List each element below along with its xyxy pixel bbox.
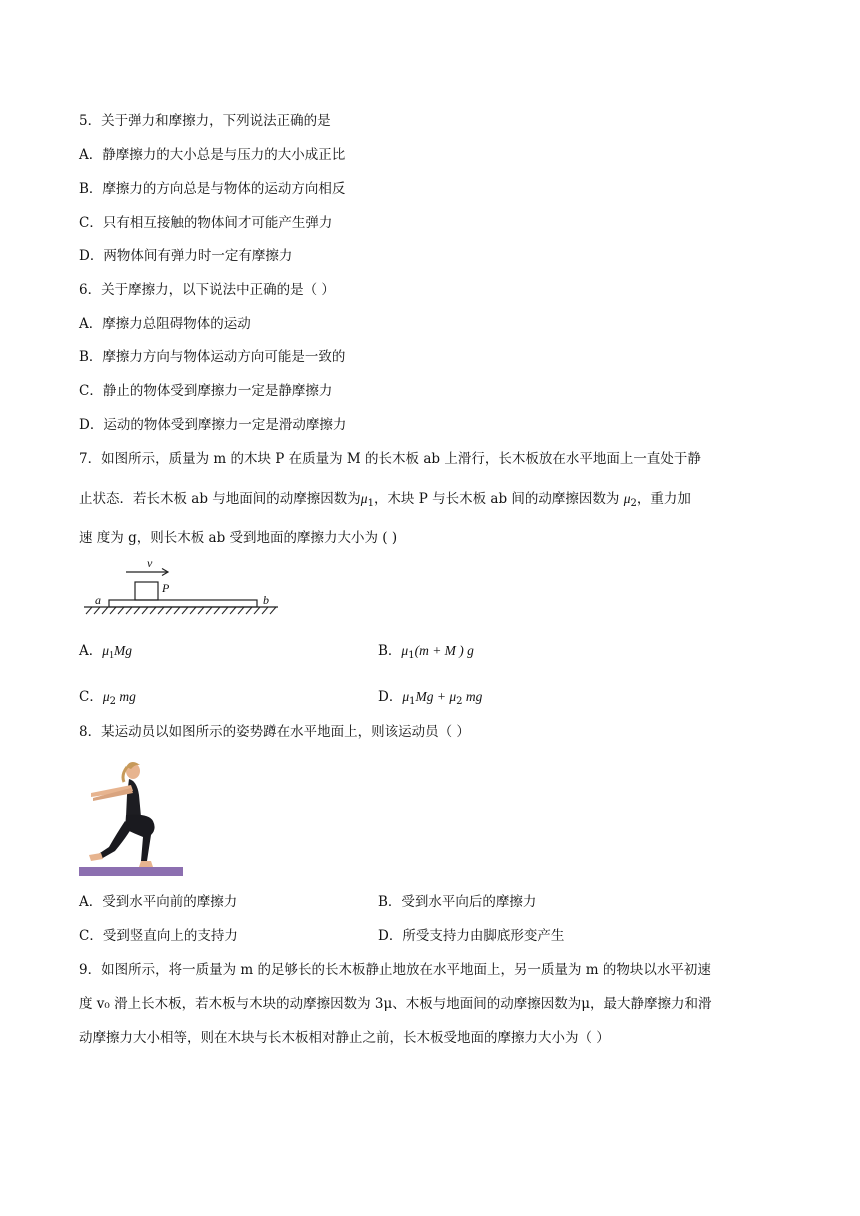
block-p <box>135 582 158 600</box>
yoga-mat <box>79 867 183 876</box>
q9-stem-line1: 9．如图所示，将一质量为 m 的足够长的长木板静止地放在水平地面上，另一质量为 m 的物块以水平初速 <box>79 962 711 978</box>
q7-stem-line3: 速 度为 g，则长木板 ab 受到地面的摩擦力大小为 ( ) <box>79 530 398 546</box>
q5-option-d: D．两物体间有弹力时一定有摩擦力 <box>79 248 293 264</box>
mu-symbol: μ <box>623 491 631 506</box>
q6-option-d: D．运动的物体受到摩擦力一定是滑动摩擦力 <box>79 417 347 433</box>
q8-stem: 8．某运动员以如图所示的姿势蹲在水平地面上，则该运动员（ ） <box>79 724 470 740</box>
label-a: a <box>95 593 101 607</box>
q9-stem-line2: 度 v₀ 滑上长木板，若木板与木块的动摩擦因数为 3μ、木板与地面间的动摩擦因数为μ，最大静摩擦力和滑 <box>79 996 712 1012</box>
subscript-1: 1 <box>367 498 374 509</box>
q5-option-b: B．摩擦力的方向总是与物体的运动方向相反 <box>79 181 346 197</box>
label-p: P <box>162 581 170 595</box>
mu-symbol: μ <box>102 689 110 704</box>
q8-option-a: A．受到水平向前的摩擦力 <box>79 894 238 910</box>
q6-option-b: B．摩擦力方向与物体运动方向可能是一致的 <box>79 349 346 365</box>
subscript-2: 2 <box>456 696 463 707</box>
q6-option-c: C．静止的物体受到摩擦力一定是静摩擦力 <box>79 383 333 399</box>
subscript-1: 1 <box>408 650 415 661</box>
q8-option-d: D．所受支持力由脚底形变产生 <box>378 928 565 944</box>
mu-symbol: μ <box>449 689 457 704</box>
subscript-2: 2 <box>630 498 637 509</box>
q5-stem: 5．关于弹力和摩擦力，下列说法正确的是 <box>79 113 331 129</box>
q7-option-c: C．$\mu_2$ mg <box>79 689 136 707</box>
q9-stem-line3: 动摩擦力大小相等，则在木块与长木板相对静止之前，长木板受地面的摩擦力大小为（ ） <box>79 1030 610 1046</box>
q6-stem: 6．关于摩擦力，以下说法中正确的是（ ） <box>79 282 335 298</box>
q7-line2-part-b: ，木块 P 与长木板 ab 间的动摩擦因数为 <box>373 491 620 507</box>
q7-line2-part-c: ，重力加 <box>636 491 691 507</box>
q7-option-b: B．$\mu_1(m + M$ ) g <box>378 643 474 661</box>
mu-symbol: μ <box>402 689 410 704</box>
mu-symbol: μ <box>360 491 368 506</box>
subscript-1: 1 <box>109 650 115 661</box>
q5-option-a: A．静摩擦力的大小总是与压力的大小成正比 <box>79 147 346 163</box>
q7-stem-line2 <box>79 489 691 514</box>
q7-stem-line1: 7．如图所示，质量为 m 的木块 P 在质量为 M 的长木板 ab 上滑行，长木板放在水平地面上一直处于静 <box>79 451 701 467</box>
q7-figure <box>82 556 292 616</box>
q7-option-d: D．$\mu_1Mg + \mu_2$ mg <box>378 689 483 707</box>
label-b: b <box>263 593 269 607</box>
q5-option-c: C．只有相互接触的物体间才可能产生弹力 <box>79 215 333 231</box>
q7-line2-part-a: 止状态．若长木板 ab 与地面间的动摩擦因数为 <box>79 491 361 507</box>
q8-option-b: B．受到水平向后的摩擦力 <box>378 894 537 910</box>
long-board-ab <box>109 600 257 607</box>
mu-symbol: μ <box>102 643 110 658</box>
subscript-1: 1 <box>409 696 416 707</box>
q6-option-a: A．摩擦力总阻碍物体的运动 <box>79 316 251 332</box>
label-v: v <box>147 556 153 570</box>
q8-option-c: C．受到竖直向上的支持力 <box>79 928 238 944</box>
q8-athlete-photo <box>79 755 183 877</box>
ground-hatching <box>86 607 276 614</box>
mu-symbol: μ <box>401 643 409 658</box>
subscript-2: 2 <box>109 696 116 707</box>
q7-option-a: A．$\mu_1Mg$ <box>79 643 133 661</box>
